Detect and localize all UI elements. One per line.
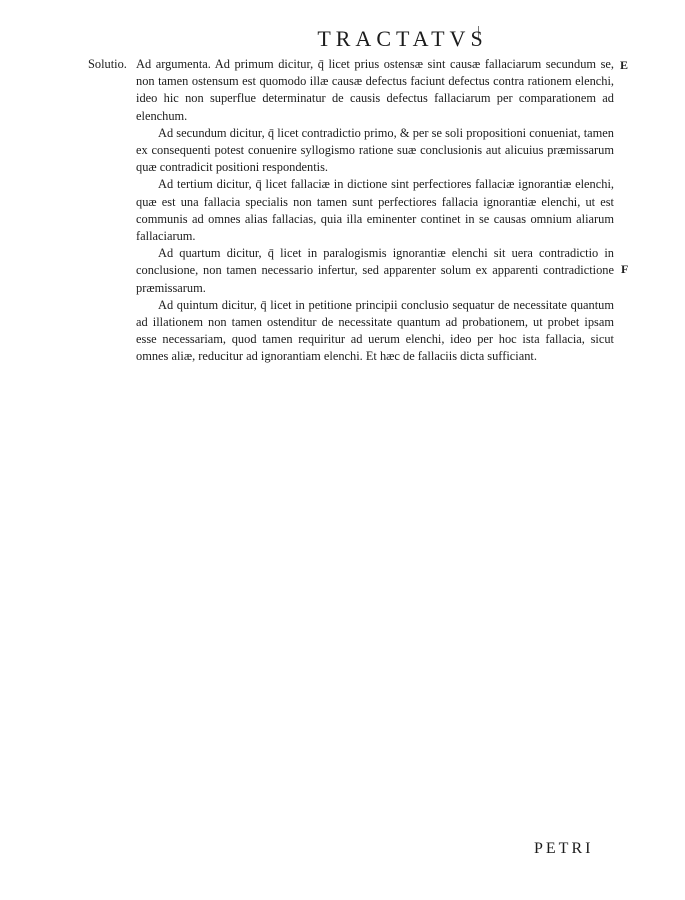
body-text [136,56,614,366]
margin-note-solutio: Solutio. [88,57,127,71]
paragraph-third-argument: Ad tertium dicitur, q̄ licet fallaciæ in dictione sint perfectiores fallaciæ ignorantiæ elenchi, quæ est una fallacia specialis non tamen sunt perfectiores fallacia ignorantiæ elenchi, ut est communis ad omnes alias fallacias, quia illa eminenter continet in se causas omnium aliarum fallaciarum. [136,177,614,244]
paragraph-fourth-argument: Ad quartum dicitur, q̄ licet in paralogismis ignorantiæ elenchi sit uera contradictio in conclusione, non tamen necessario infertur, sed apparenter solum ex apparenti contradictione præmissarum. [136,246,614,295]
paragraph-second-argument: Ad secundum dicitur, q̄ licet contradictio primo, & per se soli propositioni conueniat, tamen ex consequenti potest conuenire syllogismo ratione suæ conclusionis aut alicuius præmissarum quæ contradicit positioni respondentis. [136,125,614,175]
margin-mark-e: E [620,58,629,72]
paragraph-first-argument: Ad argumenta. Ad primum dicitur, q̄ licet prius ostensæ sint causæ fallaciarum secundum se, non tamen ostensum est quomodo illæ causæ defectus faciunt defectus contra rationem elenchi, ideo hic non superflue determinatur de causis defectus fallaciarum per comparationem ad elenchum. [136,57,614,123]
paragraph-fifth-argument: Ad quintum dicitur, q̄ licet in petitione principii conclusio sequatur de necessitate quantum ad illationem non tamen ostenditur de necessitate quantum ad probationem, ut probet ipsam esse necessariam, quod tamen requiritur ad uerum elenchi, ideo per hoc ista fallacia, sicut omnes aliæ, reducitur ad ignorantiam elenchi. Et hæc de fallaciis dicta sufficiant. [136,297,614,364]
margin-mark-f: F [621,262,629,276]
running-head: TRACTATVS [317,26,488,51]
catchword: PETRI [534,840,594,857]
